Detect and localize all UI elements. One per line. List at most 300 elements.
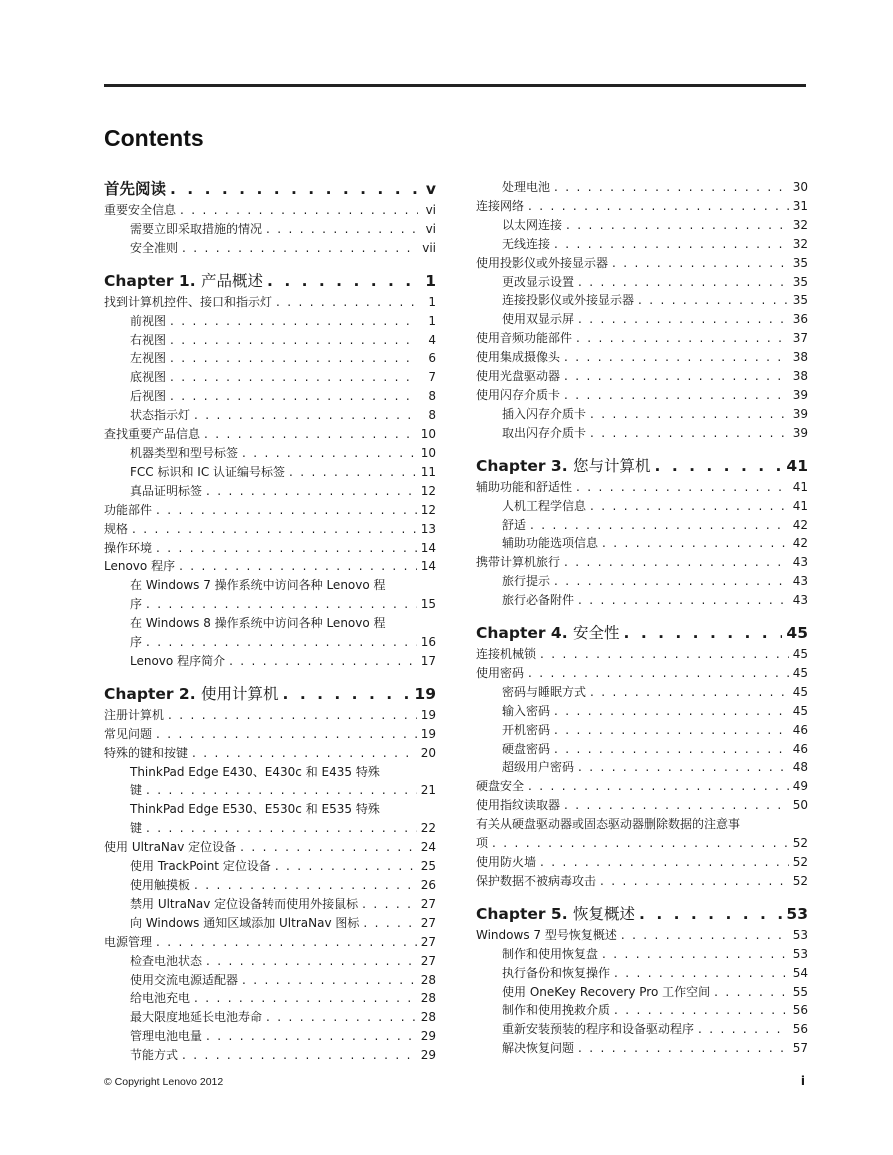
toc-entry-row (130, 895, 436, 914)
toc-entry-row (502, 273, 808, 292)
dot-leader (554, 572, 789, 591)
toc-entry-title: 超级用户密码 (502, 760, 575, 775)
toc-entry-title: 连接机械锁 (476, 647, 537, 662)
footer-copyright: © Copyright Lenovo 2012 (104, 1076, 224, 1088)
toc-entry-title: 执行备份和恢复操作 (502, 965, 611, 980)
toc-entry-title: 使用指纹读取器 (476, 798, 561, 813)
toc-entry-row (476, 853, 808, 872)
toc-page-number: 8 (428, 389, 436, 404)
toc-entry-title: 旅行必备附件 (502, 593, 575, 608)
toc-page-number: 1 (425, 271, 436, 290)
toc-entry-row (502, 1020, 808, 1039)
toc-entry-title: 给电池充电 (130, 991, 191, 1006)
toc-subsection-entry[interactable] (104, 989, 436, 1008)
toc-entry-row (130, 1008, 436, 1027)
toc-subsection-entry[interactable] (104, 876, 436, 895)
toc-entry-row (130, 971, 436, 990)
toc-entry-row (502, 758, 808, 777)
toc-page-number: 31 (792, 198, 808, 213)
toc-page-number: 38 (792, 369, 808, 384)
toc-entry-row (476, 329, 808, 348)
toc-entry-row (104, 178, 436, 200)
toc-subsection-entry[interactable] (476, 758, 808, 777)
toc-page-number: 56 (792, 1022, 808, 1037)
dot-leader (655, 455, 783, 477)
toc-subsection-entry[interactable] (476, 740, 808, 759)
toc-subsection-entry[interactable] (476, 1001, 808, 1020)
toc-entry-title: 携带计算机旅行 (476, 555, 561, 570)
toc-page-number: 39 (792, 387, 808, 402)
toc-page-number: 32 (792, 217, 808, 232)
toc-section-entry[interactable] (104, 539, 436, 558)
toc-entry-title: 旅行提示 (502, 574, 551, 589)
toc-entry-title: 节能方式 (130, 1048, 179, 1063)
toc-subsection-entry[interactable] (104, 463, 436, 482)
chapter-title: 产品概述 (201, 271, 264, 290)
dot-leader (554, 721, 789, 740)
toc-page-number: 27 (420, 915, 436, 930)
toc-section-entry[interactable] (476, 386, 808, 405)
dot-leader (146, 819, 417, 838)
toc-entry-row (502, 534, 808, 553)
toc-entry-title: 操作环境 (104, 540, 153, 555)
toc-subsection-entry[interactable] (104, 444, 436, 463)
toc-subsection-entry[interactable] (476, 235, 808, 254)
toc-page-number: 29 (420, 1029, 436, 1044)
dot-leader (554, 702, 789, 721)
toc-subsection-entry[interactable] (104, 857, 436, 876)
toc-subsection-entry[interactable] (104, 331, 436, 350)
toc-page-number: 45 (792, 684, 808, 699)
dot-leader (156, 933, 417, 952)
dot-leader (566, 216, 789, 235)
toc-right-column (476, 178, 808, 1058)
toc-subsection-entry[interactable] (476, 216, 808, 235)
toc-entry-title: 电源管理 (104, 934, 153, 949)
toc-entry-title: 后视图 (130, 389, 167, 404)
toc-entry-title: 连接网络 (476, 198, 525, 213)
toc-page-number: 41 (792, 479, 808, 494)
toc-entry-title: 输入密码 (502, 703, 551, 718)
toc-chapter-entry[interactable] (476, 622, 808, 644)
chapter-label: Chapter 5. (476, 904, 568, 923)
toc-subsection-entry[interactable] (104, 1046, 436, 1065)
page-title: Contents (104, 125, 204, 151)
toc-subsection-entry[interactable] (104, 576, 436, 614)
toc-section-entry[interactable] (104, 706, 436, 725)
dot-leader (638, 291, 789, 310)
toc-entry-row (130, 633, 436, 652)
toc-section-entry[interactable] (476, 553, 808, 572)
toc-section-entry[interactable] (476, 872, 808, 891)
toc-entry-row (502, 405, 808, 424)
toc-entry-title: 序 (130, 635, 143, 650)
toc-subsection-entry[interactable] (104, 952, 436, 971)
toc-subsection-entry[interactable] (104, 800, 436, 838)
toc-entry-title: 重要安全信息 (104, 203, 177, 217)
chapter-label: Chapter 1. (104, 271, 196, 290)
dot-leader (564, 367, 789, 386)
toc-page-number: 52 (792, 873, 808, 888)
dot-leader (242, 971, 417, 990)
toc-subsection-entry[interactable] (476, 1039, 808, 1058)
toc-section-entry[interactable] (476, 329, 808, 348)
toc-entry-row (476, 796, 808, 815)
toc-entry-title: 向 Windows 通知区域添加 UltraNav 图标 (130, 915, 360, 930)
toc-subsection-entry[interactable] (104, 652, 436, 671)
dot-leader (170, 331, 418, 350)
toc-page-number: 42 (792, 536, 808, 551)
toc-entry-title: 无线连接 (502, 236, 551, 251)
toc-entry-text-line1: ThinkPad Edge E530、E530c 和 E535 特殊 (130, 802, 380, 817)
toc-page-number: 49 (792, 779, 808, 794)
toc-entry-title: 常见问题 (104, 726, 153, 741)
dot-leader (275, 857, 417, 876)
toc-entry-title: 辅助功能和舒适性 (476, 479, 573, 494)
toc-page-number: 50 (792, 798, 808, 813)
toc-page-number: 28 (420, 972, 436, 987)
toc-entry-row (502, 702, 808, 721)
toc-subsection-entry[interactable] (476, 983, 808, 1002)
footer-page-number: i (800, 1074, 805, 1088)
toc-page-number: 55 (792, 984, 808, 999)
toc-entry-row (130, 652, 436, 671)
toc-section-entry[interactable] (104, 520, 436, 539)
toc-page-number: 26 (420, 878, 436, 892)
dot-leader (614, 1001, 789, 1020)
chapter-label: Chapter 3. (476, 456, 568, 475)
toc-subsection-entry[interactable] (476, 178, 808, 197)
toc-entry-title: 使用 OneKey Recovery Pro 工作空间 (502, 984, 711, 999)
toc-subsection-entry[interactable] (476, 497, 808, 516)
dot-leader (170, 178, 418, 200)
toc-page-number: 43 (792, 574, 808, 589)
toc-chapter-entry[interactable] (104, 683, 436, 705)
dot-leader (276, 293, 418, 312)
dot-leader (204, 425, 417, 444)
toc-entry-row (104, 725, 436, 744)
dot-leader (698, 1020, 789, 1039)
dot-leader (289, 463, 417, 482)
toc-entry-title: 使用闪存介质卡 (476, 387, 561, 402)
dot-leader (590, 683, 789, 702)
toc-entry-title: 需要立即采取措施的情况 (130, 221, 263, 236)
toc-entry-row (104, 201, 436, 220)
dot-leader (170, 349, 418, 368)
toc-section-entry[interactable] (104, 838, 436, 857)
toc-left-column (104, 178, 436, 1065)
dot-leader (168, 706, 417, 725)
toc-entry-title: 功能部件 (104, 502, 153, 517)
toc-entry-title: 使用 TrackPoint 定位设备 (130, 859, 271, 874)
chapter-label: Chapter 2. (104, 684, 196, 703)
toc-entry-title: 重新安装预装的程序和设备驱动程序 (502, 1022, 695, 1037)
dot-leader (362, 895, 417, 914)
toc-section-entry[interactable] (476, 254, 808, 273)
toc-subsection-entry[interactable] (476, 1020, 808, 1039)
toc-entry-title: 机器类型和型号标签 (130, 445, 239, 460)
toc-section-entry[interactable] (476, 478, 808, 497)
toc-entry-row (130, 387, 436, 406)
toc-entry-row (476, 553, 808, 572)
toc-section-entry[interactable] (476, 664, 808, 683)
dot-leader (240, 838, 417, 857)
dot-leader (156, 725, 417, 744)
toc-entry-row (502, 310, 808, 329)
toc-page-number: 13 (420, 521, 436, 536)
toc-entry-row (130, 444, 436, 463)
toc-entry-title: 特殊的键和按键 (104, 745, 189, 760)
toc-entry-title: 项 (476, 836, 489, 851)
toc-page-number: 15 (420, 597, 436, 612)
toc-page-number: 27 (420, 934, 436, 949)
toc-page-number: 8 (428, 408, 436, 423)
toc-page-number: 24 (420, 840, 436, 855)
toc-subsection-entry[interactable] (476, 534, 808, 553)
toc-entry-title: 连接投影仪或外接显示器 (502, 293, 635, 308)
toc-section-entry[interactable] (104, 425, 436, 444)
toc-page-number: 54 (792, 965, 808, 980)
toc-entry-row (130, 914, 436, 933)
toc-section-entry[interactable] (104, 933, 436, 952)
toc-subsection-entry[interactable] (104, 914, 436, 933)
toc-subsection-entry[interactable] (476, 310, 808, 329)
toc-section-entry[interactable] (104, 501, 436, 520)
toc-page-number: v (425, 180, 436, 198)
toc-entry-title: 解决恢复问题 (502, 1041, 575, 1056)
toc-page-number: 45 (792, 647, 808, 662)
toc-page-number: 48 (792, 760, 808, 775)
toc-subsection-entry[interactable] (104, 763, 436, 801)
dot-leader (229, 652, 417, 671)
toc-section-entry[interactable] (104, 557, 436, 576)
dot-leader (170, 387, 418, 406)
toc-entry-row (130, 349, 436, 368)
toc-entry-title: 开机密码 (502, 722, 551, 737)
toc-subsection-entry[interactable] (104, 1008, 436, 1027)
toc-entry-row (104, 838, 436, 857)
toc-page-number: 52 (792, 855, 808, 869)
toc-subsection-entry[interactable] (476, 945, 808, 964)
toc-page-number: 14 (420, 540, 436, 555)
toc-chapter-entry[interactable] (476, 903, 808, 925)
toc-section-entry[interactable] (476, 348, 808, 367)
toc-entry-row (130, 312, 436, 331)
dot-leader (492, 834, 789, 853)
toc-entry-title (476, 622, 620, 644)
toc-chapter-entry[interactable] (476, 455, 808, 477)
toc-page-number: 35 (792, 274, 808, 289)
toc-page-number: 45 (786, 624, 808, 643)
toc-subsection-entry[interactable] (104, 895, 436, 914)
toc-entry-title: 查找重要产品信息 (104, 427, 201, 442)
dot-leader (528, 664, 789, 683)
toc-entry-row (104, 933, 436, 952)
toc-section-entry[interactable] (476, 815, 808, 853)
dot-leader (554, 740, 789, 759)
toc-page-number: 19 (414, 684, 436, 703)
toc-section-entry[interactable] (476, 645, 808, 664)
toc-page-number: 19 (420, 726, 436, 741)
dot-leader (614, 964, 789, 983)
toc-page-number: 53 (792, 946, 808, 961)
dot-leader (206, 1027, 417, 1046)
toc-subsection-entry[interactable] (476, 516, 808, 535)
chapter-title: 安全性 (573, 624, 620, 643)
toc-subsection-entry[interactable] (476, 572, 808, 591)
toc-entry-title: 左视图 (130, 351, 167, 366)
toc-page-number: 1 (428, 313, 436, 328)
toc-entry-row (502, 983, 808, 1002)
toc-section-entry[interactable] (104, 293, 436, 312)
toc-entry-title: 保护数据不被病毒攻击 (476, 873, 597, 888)
toc-subsection-entry[interactable] (476, 702, 808, 721)
toc-subsection-entry[interactable] (104, 1027, 436, 1046)
toc-entry-title: 状态指示灯 (130, 408, 191, 423)
toc-page-number: 43 (792, 555, 808, 570)
toc-entry-row (130, 239, 436, 258)
toc-entry-text-line1: 在 Windows 7 操作系统中访问各种 Lenovo 程 (130, 578, 386, 593)
toc-entry-title: 序 (130, 597, 143, 612)
dot-leader (590, 497, 789, 516)
toc-subsection-entry[interactable] (476, 291, 808, 310)
toc-section-entry[interactable] (104, 201, 436, 220)
toc-page-number: 19 (420, 707, 436, 722)
toc-entry-row (502, 424, 808, 443)
toc-section-entry[interactable] (476, 926, 808, 945)
dot-leader (266, 220, 418, 239)
toc-subsection-entry[interactable] (476, 964, 808, 983)
dot-leader (576, 329, 789, 348)
toc-entry-title: Windows 7 型号恢复概述 (476, 927, 617, 942)
toc-entry-row (476, 254, 808, 273)
toc-entry-title: Lenovo 程序 (104, 559, 176, 574)
toc-section-entry[interactable] (476, 777, 808, 796)
toc-page-number: 53 (792, 927, 808, 942)
toc-page-number: 39 (792, 425, 808, 440)
toc-page-number: 46 (792, 741, 808, 756)
toc-entry-row (476, 622, 808, 644)
toc-entry-title: 取出闪存介质卡 (502, 425, 587, 440)
toc-subsection-entry[interactable] (104, 971, 436, 990)
toc-entry-row (130, 819, 436, 838)
toc-page-number: 35 (792, 255, 808, 270)
toc-entry-row (502, 216, 808, 235)
dot-leader (714, 983, 789, 1002)
toc-subsection-entry[interactable] (104, 614, 436, 652)
toc-subsection-entry[interactable] (104, 387, 436, 406)
dot-leader (540, 853, 789, 872)
toc-entry-title: 右视图 (130, 332, 167, 347)
toc-subsection-entry[interactable] (476, 721, 808, 740)
toc-entry-title: 舒适 (502, 517, 527, 532)
toc-page-number: 41 (792, 498, 808, 513)
toc-page-number: 4 (428, 332, 436, 347)
toc-chapter-entry[interactable] (104, 178, 436, 200)
toc-entry-title: 最大限度地延长电池寿命 (130, 1010, 263, 1025)
dot-leader (564, 386, 789, 405)
toc-page-number: 22 (420, 821, 436, 836)
toc-entry-title: 硬盘安全 (476, 779, 525, 794)
dot-leader (266, 1008, 417, 1027)
toc-page-number: vi (425, 203, 436, 217)
toc-entry-title: 人机工程学信息 (502, 498, 587, 513)
toc-entry-row (502, 1039, 808, 1058)
toc-entry-title (476, 903, 635, 925)
toc-entry-row (502, 740, 808, 759)
toc-entry-row (502, 964, 808, 983)
dot-leader (528, 197, 789, 216)
toc-section-entry[interactable] (476, 367, 808, 386)
toc-subsection-entry[interactable] (104, 220, 436, 239)
toc-page-number: 45 (792, 665, 808, 680)
toc-section-entry[interactable] (104, 744, 436, 763)
toc-section-entry[interactable] (476, 796, 808, 815)
toc-page-number: 57 (792, 1041, 808, 1056)
toc-subsection-entry[interactable] (476, 591, 808, 610)
toc-page-number: 56 (792, 1003, 808, 1018)
toc-subsection-entry[interactable] (104, 482, 436, 501)
dot-leader (564, 553, 789, 572)
toc-subsection-entry[interactable] (104, 239, 436, 258)
toc-page-number: 39 (792, 406, 808, 421)
toc-entry-title (476, 455, 651, 477)
dot-leader (564, 348, 789, 367)
toc-section-entry[interactable] (104, 725, 436, 744)
toc-section-entry[interactable] (476, 853, 808, 872)
toc-entry-title: 禁用 UltraNav 定位设备转而使用外接鼠标 (130, 896, 359, 911)
toc-subsection-entry[interactable] (104, 349, 436, 368)
toc-entry-title: Lenovo 程序简介 (130, 653, 226, 668)
dot-leader (578, 1039, 789, 1058)
toc-entry-row (502, 945, 808, 964)
toc-subsection-entry[interactable] (476, 273, 808, 292)
toc-page-number: 6 (428, 351, 436, 366)
toc-subsection-entry[interactable] (476, 405, 808, 424)
dot-leader (170, 368, 418, 387)
toc-subsection-entry[interactable] (476, 424, 808, 443)
dot-leader (283, 683, 411, 705)
toc-subsection-entry[interactable] (104, 312, 436, 331)
toc-entry-row (130, 876, 436, 895)
toc-entry-title: 处理电池 (502, 180, 551, 194)
toc-entry-row (502, 572, 808, 591)
dot-leader (156, 501, 417, 520)
toc-entry-title: 使用密码 (476, 665, 525, 680)
toc-section-entry[interactable] (476, 197, 808, 216)
toc-subsection-entry[interactable] (476, 683, 808, 702)
toc-entry-title: 使用光盘驱动器 (476, 369, 561, 384)
toc-entry-row (104, 501, 436, 520)
toc-subsection-entry[interactable] (104, 406, 436, 425)
toc-page-number: 52 (792, 836, 808, 851)
dot-leader (602, 945, 789, 964)
toc-chapter-entry[interactable] (104, 270, 436, 292)
dot-leader (639, 903, 782, 925)
toc-entry-row (130, 857, 436, 876)
toc-page-number: 27 (420, 953, 436, 968)
toc-entry-row (502, 683, 808, 702)
toc-entry-row (130, 952, 436, 971)
toc-entry-title: 真品证明标签 (130, 483, 203, 498)
toc-entry-row (502, 721, 808, 740)
dot-leader (621, 926, 789, 945)
dot-leader (554, 235, 789, 254)
toc-subsection-entry[interactable] (104, 368, 436, 387)
toc-entry-text-line1: ThinkPad Edge E430、E430c 和 E435 特殊 (130, 764, 380, 779)
toc-entry-row (476, 926, 808, 945)
toc-entry-title: 以太网连接 (502, 217, 563, 232)
